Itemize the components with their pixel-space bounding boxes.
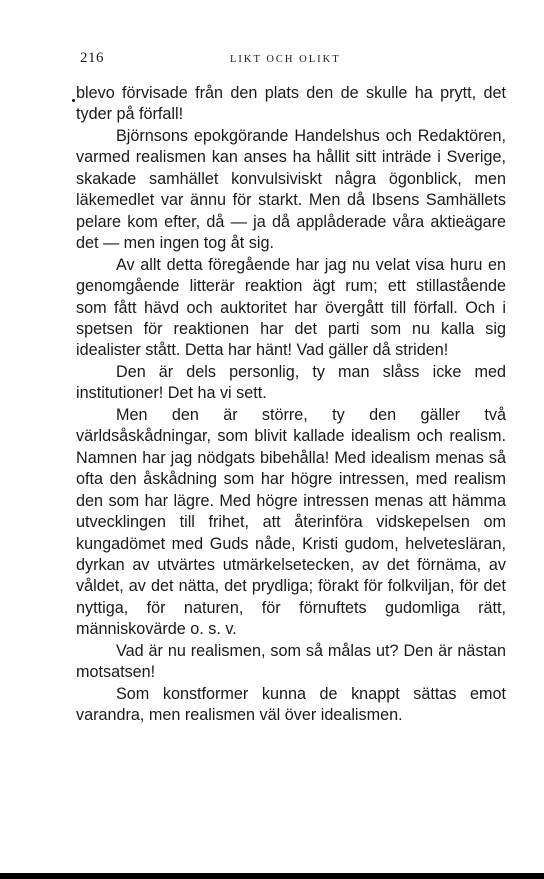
paragraph: Av allt detta föregående har jag nu velat visa huru en genomgående litterär reaktion ägt rum; ett stillastående som fått hävd och auktoritet har övergått till förfall. Och i spetsen för reaktionen har det parti som nu kalla sig idealister stått. Detta har hänt! Vad gäller då striden! — [76, 255, 506, 360]
paragraph: Den är dels personlig, ty man slåss icke med institutioner! Det ha vi sett. — [76, 362, 506, 403]
paragraph: Vad är nu realismen, som så målas ut? Den är nästan motsatsen! — [76, 641, 506, 682]
paragraph: Men den är större, ty den gäller två världsåskådningar, som blivit kallade idealism och realism. Namnen har jag nödgats bibehålla! Med idealism menas så ofta den åskådning som har högre intressen, med realism den som har lägre. Med högre intressen menas att hämma utvecklingen till frihet, att återinföra vidskepelsen om kungadömet med Guds nåde, Kristi gudom, helvetesläran, dyrkan av utvärtes utmärkelsetecken, av det förnäma, av våldet, av det nätta, det prydliga; förakt för folkviljan, för det nyttiga, för naturen, för förnuftets gudomliga rätt, människovärde o. s. v. — [76, 405, 506, 639]
paragraph-continuation: blevo förvisade från den plats den de skulle ha prytt, det tyder på förfall! — [76, 84, 506, 124]
page-number: 216 — [80, 50, 104, 66]
body-text — [76, 83, 506, 727]
running-head: LIKT OCH OLIKT — [230, 54, 341, 65]
paragraph: Björnsons epokgörande Handelshus och Redaktören, varmed realismen kan anses ha hållit sitt inträde i Sverige, skakade samhället konvulsiviskt några ögonblick, men läkemedlet var ännu för starkt. Men då Ibsens Samhällets pelare kom efter, då — ja då applåderade våra aktieägare det — men ingen tog åt sig. — [76, 126, 506, 253]
page-header — [80, 50, 500, 72]
paragraph: Som konstformer kunna de knappt sättas emot varandra, men realismen väl över idealismen. — [76, 684, 506, 725]
stray-ink-mark — [72, 99, 75, 102]
page-bottom-edge — [0, 873, 544, 879]
